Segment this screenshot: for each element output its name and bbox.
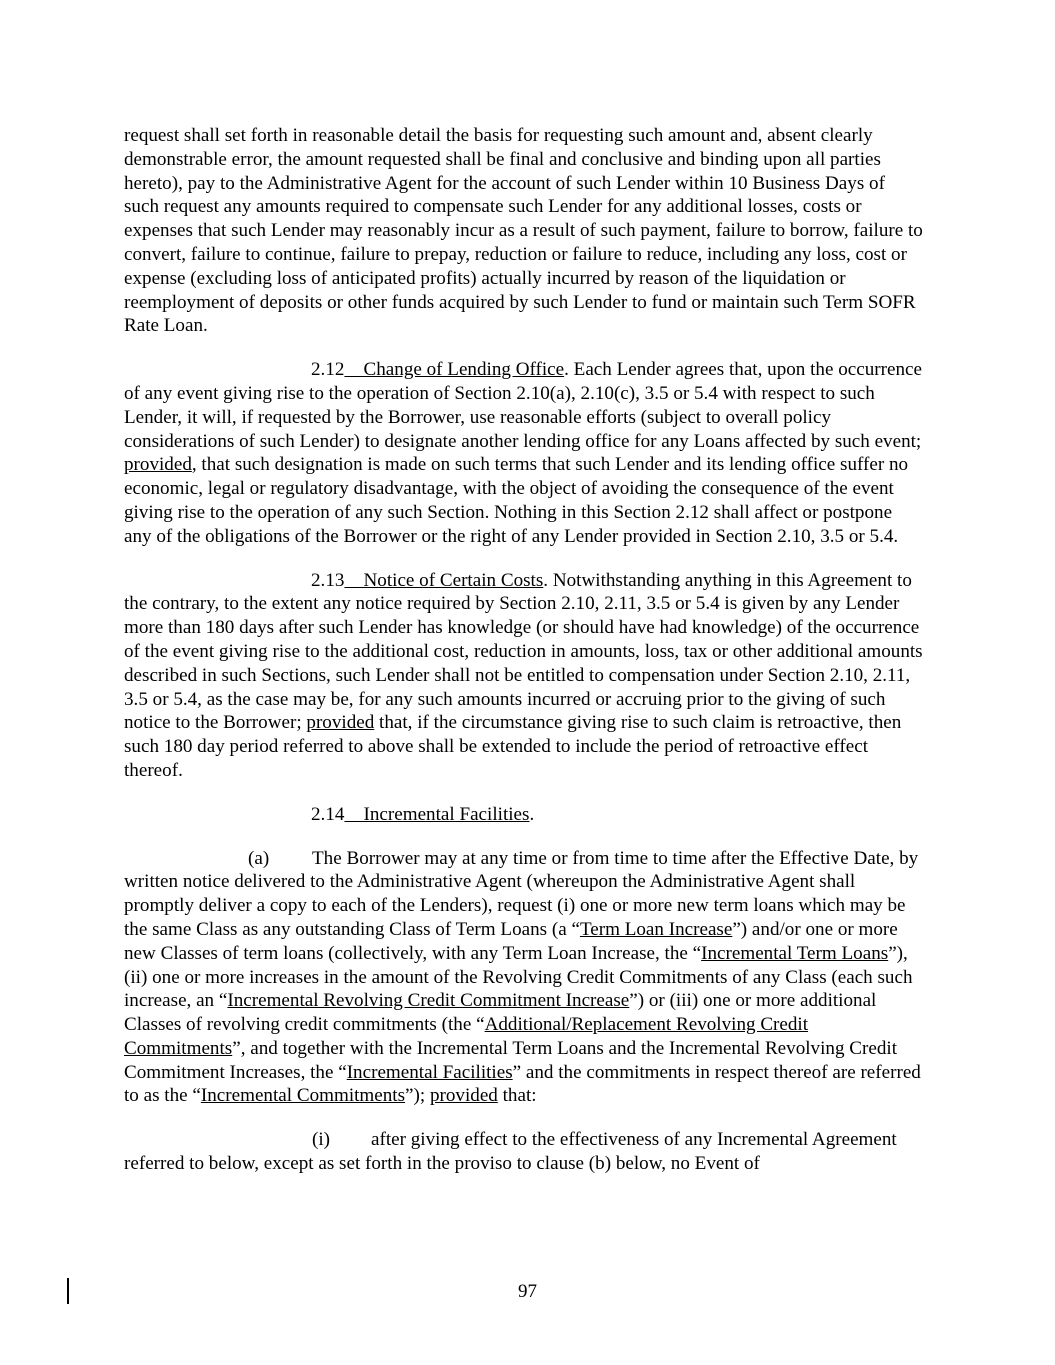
document-page (124, 124, 924, 1176)
section-title: Incremental Facilities (363, 803, 530, 825)
defined-term: Incremental Revolving Credit Commitment Increase (227, 990, 630, 1012)
section-number: 2.13 (311, 569, 345, 591)
clause-label: (i) (312, 1129, 331, 1151)
section-number: 2.14 (311, 803, 345, 825)
section-title: Change of Lending Office (363, 359, 565, 381)
provided-term: provided (306, 712, 375, 734)
provided-term: provided (429, 1085, 498, 1107)
section-number: 2.12 (311, 359, 345, 381)
clause-label: (a) (248, 847, 270, 869)
defined-term: Incremental Term Loans (701, 942, 889, 964)
defined-term: Term Loan Increase (579, 918, 733, 940)
paragraph-continuation: request shall set forth in reasonable detail the basis for requesting such amount and, absent clearly demonstrable error, the amount requested shall be final and conclusive and binding upon all parties hereto), pay to the Administrative Agent for the account of such Lender within 10 Business Days of such request any amounts required to compensate such Lender for any additional losses, costs or expenses that such Lender may reasonably incur as a result of such payment, failure to borrow, failure to convert, failure to continue, failure to prepay, reduction or failure to reduce, including any loss, cost or expense (excluding loss of anticipated profits) actually incurred by reason of the liquidation or reemployment of deposits or other funds acquired by such Lender to fund or maintain such Term SOFR Rate Loan. (124, 125, 923, 337)
section-2-12: 2.12 Change of Lending Office. Each Lender agrees that, upon the occurrence of any event giving rise to the operation of Section 2.10(a), 2.10(c), 3.5 or 5.4 with respect to such Lender, it will, if requested by the Borrower, use reasonable efforts (subject to overall policy considerations of such Lender) to designate another lending office for any Loans affected by such event; provided, that such designation is made on such terms that such Lender and its lending office suffer no economic, legal or regulatory disadvantage, with the object of avoiding the consequence of the event giving rise to the operation of any such Section. Nothing in this Section 2.12 shall affect or postpone any of the obligations of the Borrower or the right of any Lender provided in Section 2.10, 3.5 or 5.4. (124, 359, 922, 547)
clause-i: (i) after giving effect to the effectiveness of any Incremental Agreement referred to below, except as set forth in the proviso to clause (b) below, no Event of (124, 1129, 897, 1175)
defined-term: Incremental Facilities (346, 1061, 513, 1083)
provided-term: provided (124, 454, 192, 476)
section-2-14: 2.14 Incremental Facilities. (311, 803, 535, 825)
section-title: Notice of Certain Costs (363, 569, 544, 591)
defined-term: Additional/Replacement Revolving Credit Commitments (124, 1014, 809, 1059)
section-2-13: 2.13 Notice of Certain Costs. Notwithstanding anything in this Agreement to the contrary, to the extent any notice required by Section 2.10, 2.11, 3.5 or 5.4 is given by any Lender more than 180 days after such Lender has knowledge (or should have had knowledge) of the occurrence of the event giving rise to the additional cost, reduction in amounts, loss, tax or other additional amounts described in such Sections, such Lender shall not be entitled to compensation under Section 2.10, 2.11, 3.5 or 5.4, as the case may be, for any such amounts incurred or accruing prior to the giving of such notice to the Borrower; provided that, if the circumstance giving rise to such claim is retroactive, then such 180 day period referred to above shall be extended to include the period of retroactive effect thereof. (124, 569, 923, 781)
page-number: 97 (518, 1281, 537, 1302)
clause-a: (a) The Borrower may at any time or from time to time after the Effective Date, by written notice delivered to the Administrative Agent (whereupon the Administrative Agent shall promptly deliver a copy to each of the Lenders), request (i) one or more new term loans which may be the same Class as any outstanding Class of Term Loans (a “Term Loan Increase”) and/or one or more new Classes of term loans (collectively, with any Term Loan Increase, the “Incremental Term Loans”), (ii) one or more increases in the amount of the Revolving Credit Commitments of any Class (each such increase, an “Incremental Revolving Credit Commitment Increase”) or (iii) one or more additional Classes of revolving credit commitments (the “Additional/Replacement Revolving Credit Commitments”, and together with the Incremental Term Loans and the Incremental Revolving Credit Commitment Increases, the “Incremental Facilities” and the commitments in respect thereof are referred to as the “Incremental Commitments”); provided that: (124, 847, 921, 1107)
defined-term: Incremental Commitments (200, 1085, 406, 1107)
